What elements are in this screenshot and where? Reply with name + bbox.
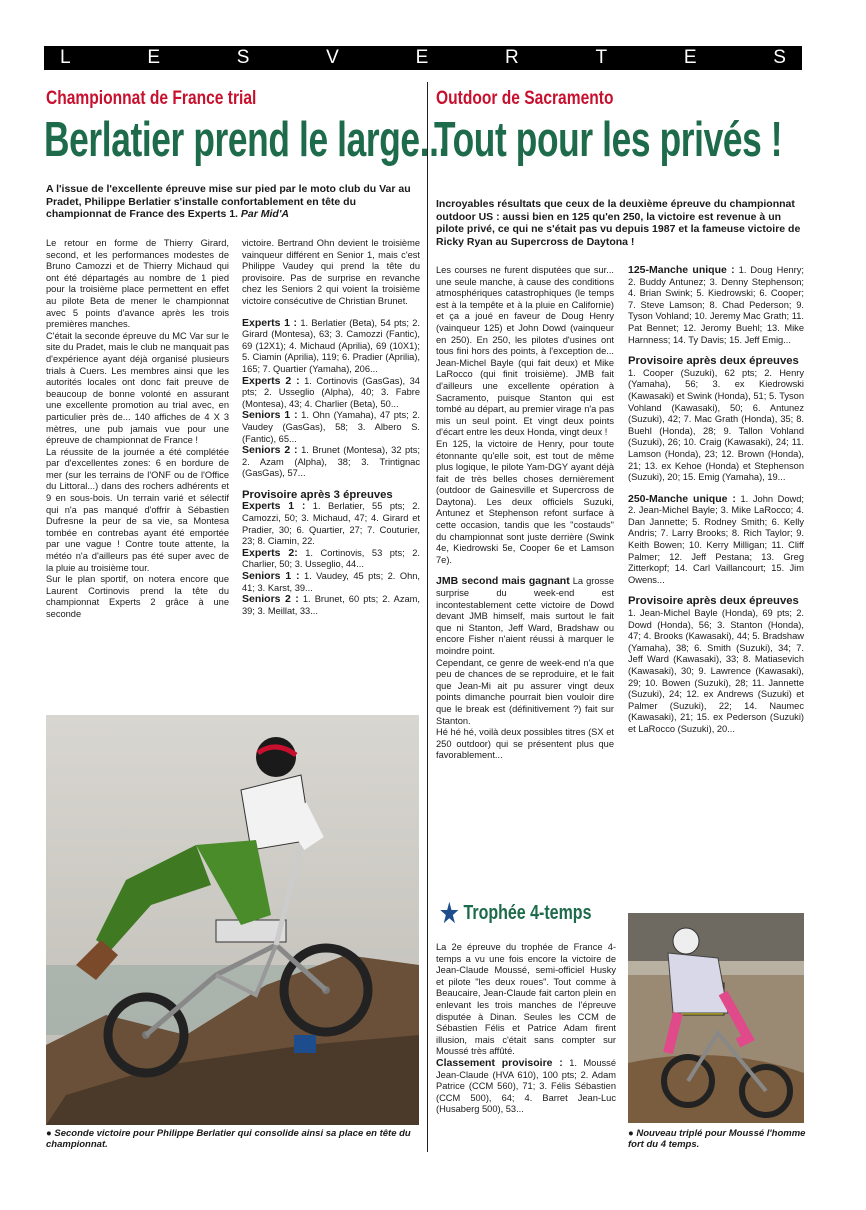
result-entry: 250-Manche unique : 1. John Dowd; 2. Jean-Michel Bayle; 3. Mike LaRocco; 4. Dan Jannette; 5. Rodney Smith; 6. Kelly Andris; 7. Larry Brooks; 8. Rich Taylor; 9. Keith Bowen; 10. Kerry Milligan; 11. Cliff Palmer; 12. Jeff Pestana; 13. Greg Zitterkopf; 14. Carl Vaillancourt; 15. Jim Owens... [628,492,804,585]
result-entry: 1. Cooper (Suzuki), 62 pts; 2. Henry (Yamaha), 56; 3. ex Kiedrowski (Kawasaki) et Swink (Honda), 51; 5. Tyson Vohland (Kawasaki), 50; 6. Antunez (Suzuki), 42; 7. Mac Grath (Honda), 35; 8. Buehl (Honda), 28; 9. Tallon Vohland (Suzuki), 26; 10. Craig (Kawasaki), 24; 11. Lamson (Honda), 23; 12. Brown (Honda), 21; 13. ex Kehoe (Honda) et Stephenson (Suzuki), 20; 15. Emig (Yamaha), 19... [628,367,804,483]
result-entry: Seniors 1 : 1. Vaudey, 45 pts; 2. Ohn, 41; 3. Karst, 39... [242,570,420,593]
provisoire-250-heading: Provisoire après deux épreuves [628,595,799,608]
paragraph: Le retour en forme de Thierry Girard, second, et les performances modestes de Bruno Camozzi et de Thierry Michaud qui ont été départagés au nombre de 1 pied pour la troisième place permettent en effet au pilote Beta de mener le championnat avec 5 points d'avance après les trois premières manches. [46,238,229,330]
banner-letter: S [236,47,250,68]
left-headline: Berlatier prend le large... [44,113,448,167]
left-column-1 [46,238,229,621]
right-column-2 [628,265,804,736]
result-entry: Experts 2: 1. Cortinovis, 53 pts; 2. Charlier, 50; 3. Usseglio, 44... [242,546,420,570]
result-entry: Experts 2 : 1. Cortinovis (GasGas), 34 pts; 2. Usseglio (Alpha), 40; 3. Fabre (Montesa), 43; 4. Charlier (Beta), 50... [242,374,420,409]
paragraph: victoire. Bertrand Ohn devient le troisième vainqueur différent en Senior 1, mais c'est Philippe Vaudey qui prend la tête du provisoire. Pas de surprise en revanche chez les Seniors 2 qui voient la troisième victoire consécutive de Christian Brunet. [242,238,420,306]
trophee-column [436,942,616,1116]
right-lede: Incroyables résultats que ceux de la deuxième épreuve du championnat outdoor US : aussi bien en 125 qu'en 250, la victoire est revenue à un pilote privé, ce qui ne s'était pas vu depuis 1987 et la fameuse victoire de Ricky Ryan au Supercross de Daytona ! [436,198,801,248]
section-banner [44,46,802,70]
result-entry: Seniors 2 : 1. Brunet, 60 pts; 2. Azam, 39; 3. Meillat, 33... [242,593,420,616]
paragraph: La 2e épreuve du trophée de France 4-temps a vu une fois encore la victoire de Jean-Claude Moussé, semi-officiel Husky et pilote "les deux roues". Tout comme à Beaucaire, Jean-Claude fait carton plein en enlevant les trois manches de l'épreuve disputée à Dinan. Seules les CCM de Sébastien Félis et Patrice Adam firent illusion, mais c'était sans compter sur Moussé très affûté. [436,942,616,1057]
result-entry: 1. Jean-Michel Bayle (Honda), 69 pts; 2. Dowd (Honda), 56; 3. Stanton (Honda), 47; 4. Brooks (Kawasaki), 44; 5. Bradshaw (Yamaha), 38; 6. Smith (Suzuki), 34; 7. Jeff Ward (Kawasaki), 33; 8. Matiasevich (Kawasaki), 30; 9. Lawrence (Kawasaki), 29; 10. Bowen (Suzuki), 28; 11. Jannette (Suzuki), 24; 12. ex Andrews (Suzuki) et Palmer (Suzuki), 22; 14. Naumec (Kawasaki), 21; 15. ex Pederson (Suzuki) et LaRocco (Suzuki), 20... [628,608,804,734]
provisoire-heading: Provisoire après 3 épreuves [242,488,393,501]
right-kicker: Outdoor de Sacramento [436,88,614,109]
paragraph: Cependant, ce genre de week-end n'a que peu de chances de se reproduire, et le fait que Jean-Mi ait pu assurer vingt deux points dimanche pourrait bien vouloir dire que le break est (définitivement ?) fait sur Stanton. [436,657,614,726]
paragraph: Hé hé hé, voilà deux possibles titres (SX et 250 outdoor) qui se présentent plus que favorablement... [436,727,614,761]
banner-letter: T [595,47,608,68]
provisoire-125-heading: Provisoire après deux épreuves [628,355,799,368]
paragraph: JMB second mais gagnant La grosse surprise du week-end est incontestablement cette victoire de Dowd devant JMB himself, mais surtout le fait que ni Stanton, Jeff Ward, Bradshaw ou encore Fisher n'aient réussi à marquer le moindre point. [436,575,614,656]
banner-letter: E [683,47,697,68]
right-column-1 [436,265,614,762]
paragraph: C'était la seconde épreuve du MC Var sur le site du Pradet, mais le club ne manquait pas d'expérience ayant déjà organisé plusieurs trials à Cuers. Les membres ainsi que les autorités locales ont donc fait preuve de beaucoup de bonne volonté en assurant une excellente promotion au trial avec, en particulier près de... 140 affiches de 4 X 3 mètres, une pub jamais vue pour une épreuve de championnat de France ! [46,330,229,446]
banner-letter: S [773,47,786,68]
star-icon: ★ [440,898,459,928]
paragraph: Sur le plan sportif, on notera encore que Laurent Cortinovis prend la tête du championnat Experts 2 grâce à une seconde [46,574,229,619]
left-lede-text: A l'issue de l'excellente épreuve mise sur pied par le moto club du Var au Pradet, Philippe Berlatier s'installe confortablement en tête du championnat de France des Experts 1. [46,183,411,220]
right-headline: Tout pour les privés ! [434,113,783,167]
paragraph: Les courses ne furent disputées que sur... une seule manche, à cause des conditions atmosphériques catastrophiques (le temps est à la tempête et à la pluie en Californie) et ça a joué en faveur de Doug Henry (vainqueur 125) et John Dowd (vainqueur en 250). En 250, les pilotes d'usines ont tous fini hors des points, à l'exception de... Jean-Michel Bayle (qui fait deux) et Mike LaRocco (qui finit troisième). JMB fait d'ailleurs une excellente opération à Sacramento, puisque Stanton qui est tombé au départ, au premier virage n'a pas mis un seul point. Et vingt deux points d'écart entre les deux Honda, vingt deux ! [436,265,614,438]
left-byline: Par Mid'A [240,208,289,220]
result-entry: Seniors 1 : 1. Ohn (Yamaha), 47 pts; 2. Vaudey (GasGas), 58; 3. Albero S. (Fantic), 65... [242,409,420,444]
paragraph: La réussite de la journée a été complétée par d'excellentes zones: 6 en bordure de mer (sur les terrains de l'ONF ou de l'Office du Littoral...) dans des rochers adhérents et 9 en sous-bois. Un terrain varié et sélectif qui n'a pas manqué d'offrir à Sébastien Dufresne la peur de sa vie, sa Montesa tombée en contrebas ayant été emportée par une vague ! Contre toute attente, la météo n'a d'ailleurs pas été super avec de la pluie au troisième tour. [46,446,229,573]
paragraph: En 125, la victoire de Henry, pour toute étonnante qu'elle soit, est tout de même plus logique, le pilote Yam-DGY ayant déjà fait de très belles choses dernièrement (outdoor de Gainesville et Supercross de Daytona). Les deux officiels Suzuki, Antunez et Stephenson refont surface à cette occasion, tandis que les "costauds" du championnat sont juste derrière (Swink 4e, Kiedrowski 5e, Cooper 6e et Lamson 7e). [436,438,614,565]
left-kicker: Championnat de France trial [46,88,257,109]
banner-letter: E [147,47,160,68]
banner-letter: R [505,47,519,68]
left-lede [46,183,416,221]
banner-letter: E [415,47,429,68]
result-entry: Experts 1 : 1. Berlatier, 55 pts; 2. Camozzi, 50; 3. Michaud, 47; 4. Girard et Pradier, 30; 6. Quartier, 27; 7. Couturier, 23; 8. Ciamin, 22. [242,500,420,547]
result-entry: Classement provisoire : 1. Moussé Jean-Claude (HVA 610), 100 pts; 2. Adam Patrice (CCM 560), 71; 3. Félis Sébastien (CCM 500), 64; 4. Barret Jean-Luc (Husaberg 500), 53... [436,1056,616,1115]
left-caption: ● Seconde victoire pour Philippe Berlatier qui consolide ainsi sa place en tête du championnat. [46,1128,411,1150]
banner-letter: L [60,47,71,68]
result-entry: Experts 1 : 1. Berlatier (Beta), 54 pts; 2. Girard (Montesa), 63; 3. Camozzi (Fantic), 69 (12X1); 4. Michaud (Aprilia), 69 (10X1); 5. Ciamin (Aprilia), 119; 6. Pradier (Aprilia), 165; 7. Quartier (Yamaha), 206... [242,316,420,374]
right-caption: ● Nouveau triplé pour Moussé l'homme fort du 4 temps. [628,1128,806,1150]
trial-rider-photo [46,715,419,1125]
left-column-2 [242,238,420,617]
result-entry: 125-Manche unique : 1. Doug Henry; 2. Buddy Antunez; 3. Denny Stephenson; 4. Brian Swink; 5. Kiedrowski; 6. Cooper; 7. Steve Lamson; 8. Chad Pederson; 9. Tyson Vohland; 10. Jeremy Mac Grath; 11. Pat Bennet; 12. Jeromy Buehl; 13. Mike Harnness; 14. Ty Davis; 15. Jeff Emig... [628,264,805,345]
trophee-heading [440,898,591,929]
banner-letter: V [326,47,339,68]
trophee-title: Trophée 4-temps [463,902,592,924]
column-divider [427,82,428,1152]
motocross-rider-photo [628,913,804,1123]
result-entry: Seniors 2 : 1. Brunet (Montesa), 32 pts; 2. Azam (Alpha), 38; 3. Trintignac (GasGas), 57... [242,444,420,479]
